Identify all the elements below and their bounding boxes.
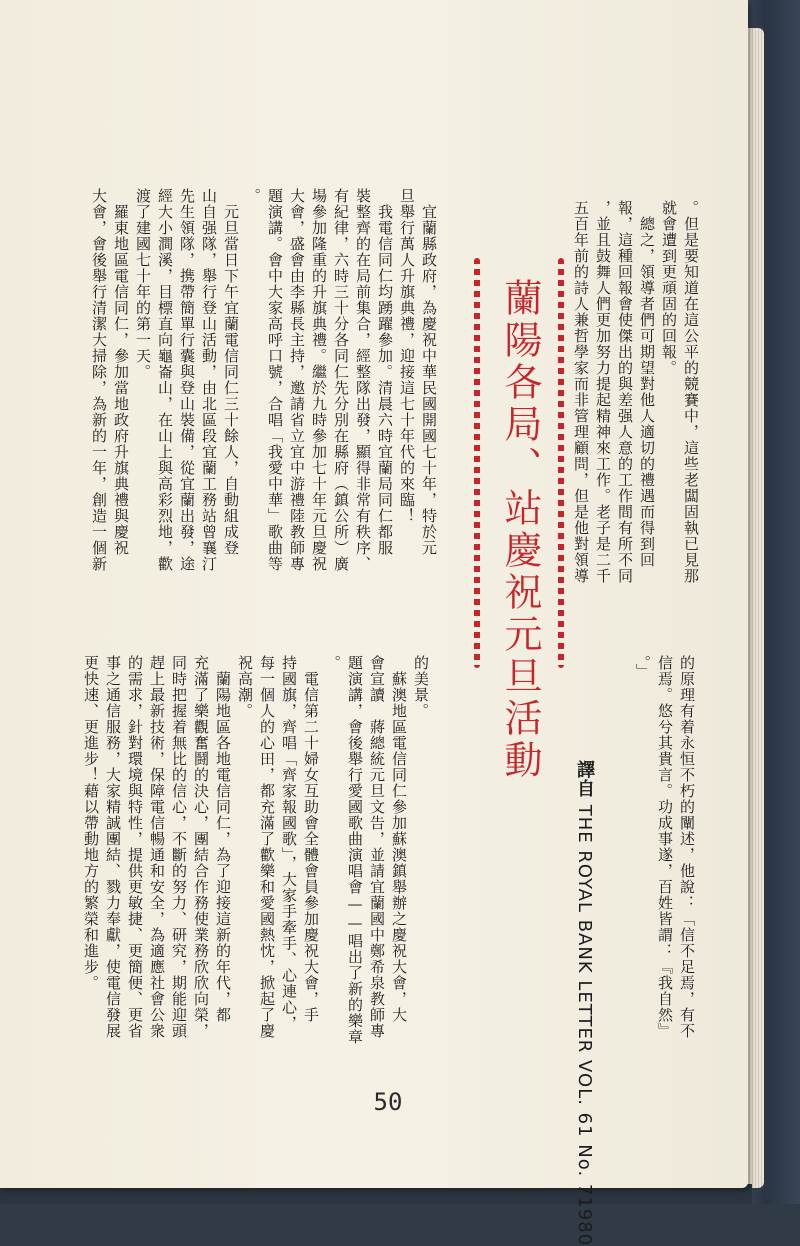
text-line: 的原理有着永恒不朽的闡述，他說：「信不足焉，有不 xyxy=(678,655,696,1039)
text-line: 羅東地區電信同仁，參加當地政府升旗典禮與慶祝 xyxy=(112,188,130,556)
text-line: 同時把握着無比的信心，不斷的努力、研究，期能迎頭 xyxy=(170,655,188,1039)
article-column-bottom-left xyxy=(80,655,432,1055)
text-line: 電信第二十婦女互助會全體會員參加慶祝大會，手 xyxy=(302,655,320,1023)
text-line: 充滿了樂觀奮鬪的決心，團結合作務使業務欣欣向榮， xyxy=(192,655,210,1039)
text-line: ，並且鼓舞人們更加努力提起精神來工作。老子是二千 xyxy=(594,200,612,584)
text-line: 五百年前的詩人兼哲學家而非管理顧問，但是他對領導 xyxy=(572,200,590,584)
text-line: 經大小澗溪，目標直向龜崙山，在山上與高彩烈地，歡 xyxy=(156,188,174,572)
text-line: 旦舉行萬人升旗典禮，迎接這七十年代的來臨！ xyxy=(398,188,416,524)
text-line: 渡了建國七十年的第一天。 xyxy=(134,188,152,380)
text-line: 元旦當日下午宜蘭電信同仁三十餘人，自動組成登 xyxy=(222,188,240,556)
text-line: 的需求，針對環境與特性，提供更敏捷、更簡便、更省 xyxy=(126,655,144,1039)
text-line: 蘭陽地區各地電信同仁，為了迎接這新的年代，都 xyxy=(214,655,232,1023)
article-column-top-left xyxy=(88,188,440,588)
text-line: 會宣讀 蔣總統元旦文告，並請宜蘭國中鄭希泉教師專 xyxy=(368,655,386,1039)
text-line: 場參加隆重的升旗典禮。繼於九時參加七十年元旦慶祝 xyxy=(310,188,328,572)
text-line: 大會，會後舉行清潔大掃除，為新的一年，創造一個新 xyxy=(90,188,108,572)
article-column-bottom-right xyxy=(632,655,698,1055)
text-line: 裝整齊的在局前集合，經整隊出發，顯得非常有秩序、 xyxy=(354,188,372,572)
text-line: 。」 xyxy=(634,655,652,680)
text-line: 信焉。悠兮其貴言。功成事遂，百姓皆謂：『我自然』 xyxy=(656,655,674,1039)
text-line: 事之通信服務，大家精誠團結、戮力奉獻，使電信發展 xyxy=(104,655,122,1039)
title-ornament-right xyxy=(558,258,564,668)
text-line: 先生領隊，携帶簡單行囊與登山裝備，從宜蘭出發，途 xyxy=(178,188,196,572)
text-line: 持國旗，齊唱「齊家報國歌」，大家手牽手、心連心， xyxy=(280,655,298,1032)
page-number: 50 xyxy=(373,1088,403,1116)
article-column-top-right xyxy=(570,200,702,600)
text-line: 每一個人的心田，都充滿了歡樂和愛國熱忱，掀起了慶 xyxy=(258,655,276,1039)
text-line: 祝高潮。 xyxy=(236,655,254,719)
text-line: 更快速、更進步！藉以帶動地方的繁榮和進步。 xyxy=(82,655,100,991)
text-line: 題演講。會中大家高呼口號，合唱「我愛中華」歌曲等 xyxy=(266,188,284,572)
text-line: 就會遭到更頑固的回報。 xyxy=(660,200,678,376)
text-line: 總之，領導者們可期望對他人適切的禮遇而得到回 xyxy=(638,200,656,568)
text-line: 題演講，會後舉行愛國歌曲演唱會——唱出了新的樂章 xyxy=(346,655,364,1045)
text-line: 報，這種回報會使傑出的與差强人意的工作間有所不同 xyxy=(616,200,634,584)
text-line: 的美景。 xyxy=(412,655,430,719)
source-label: 譯自 xyxy=(574,760,595,798)
article-title-block xyxy=(468,258,570,782)
text-line: 。 xyxy=(324,655,342,671)
source-citation xyxy=(568,760,600,1246)
text-line: 大會，盛會由李縣長主持，邀請省立宜中游禮陸教師專 xyxy=(288,188,306,572)
article-title: 蘭陽各局、站慶祝元旦活動 xyxy=(498,278,542,782)
text-line: 。 xyxy=(244,188,262,204)
text-line: 我電信同仁均踴躍參加。清晨六時宜蘭局同仁都服 xyxy=(376,188,394,556)
text-line: 山自强隊，舉行登山活動，由北區段宜蘭工務站曾襄汀 xyxy=(200,188,218,572)
source-text: THE ROYAL BANK LETTER VOL. 61 No. 71980 xyxy=(574,804,595,1246)
text-line: 有紀律，六時三十分各同仁先分別在縣府（鎮公所）廣 xyxy=(332,188,350,572)
text-line: 趕上最新技術，保障電信暢通和安全，為適應社會公衆 xyxy=(148,655,166,1039)
text-line: 蘇澳地區電信同仁參加蘇澳鎮舉辦之慶祝大會，大 xyxy=(390,655,408,1023)
text-line: 。但是要知道在這公平的競賽中，這些老闆固執已見那 xyxy=(682,200,700,584)
title-ornament-left xyxy=(474,258,480,668)
text-line: 宜蘭縣政府，為慶祝中華民國開國七十年，特於元 xyxy=(420,188,438,556)
